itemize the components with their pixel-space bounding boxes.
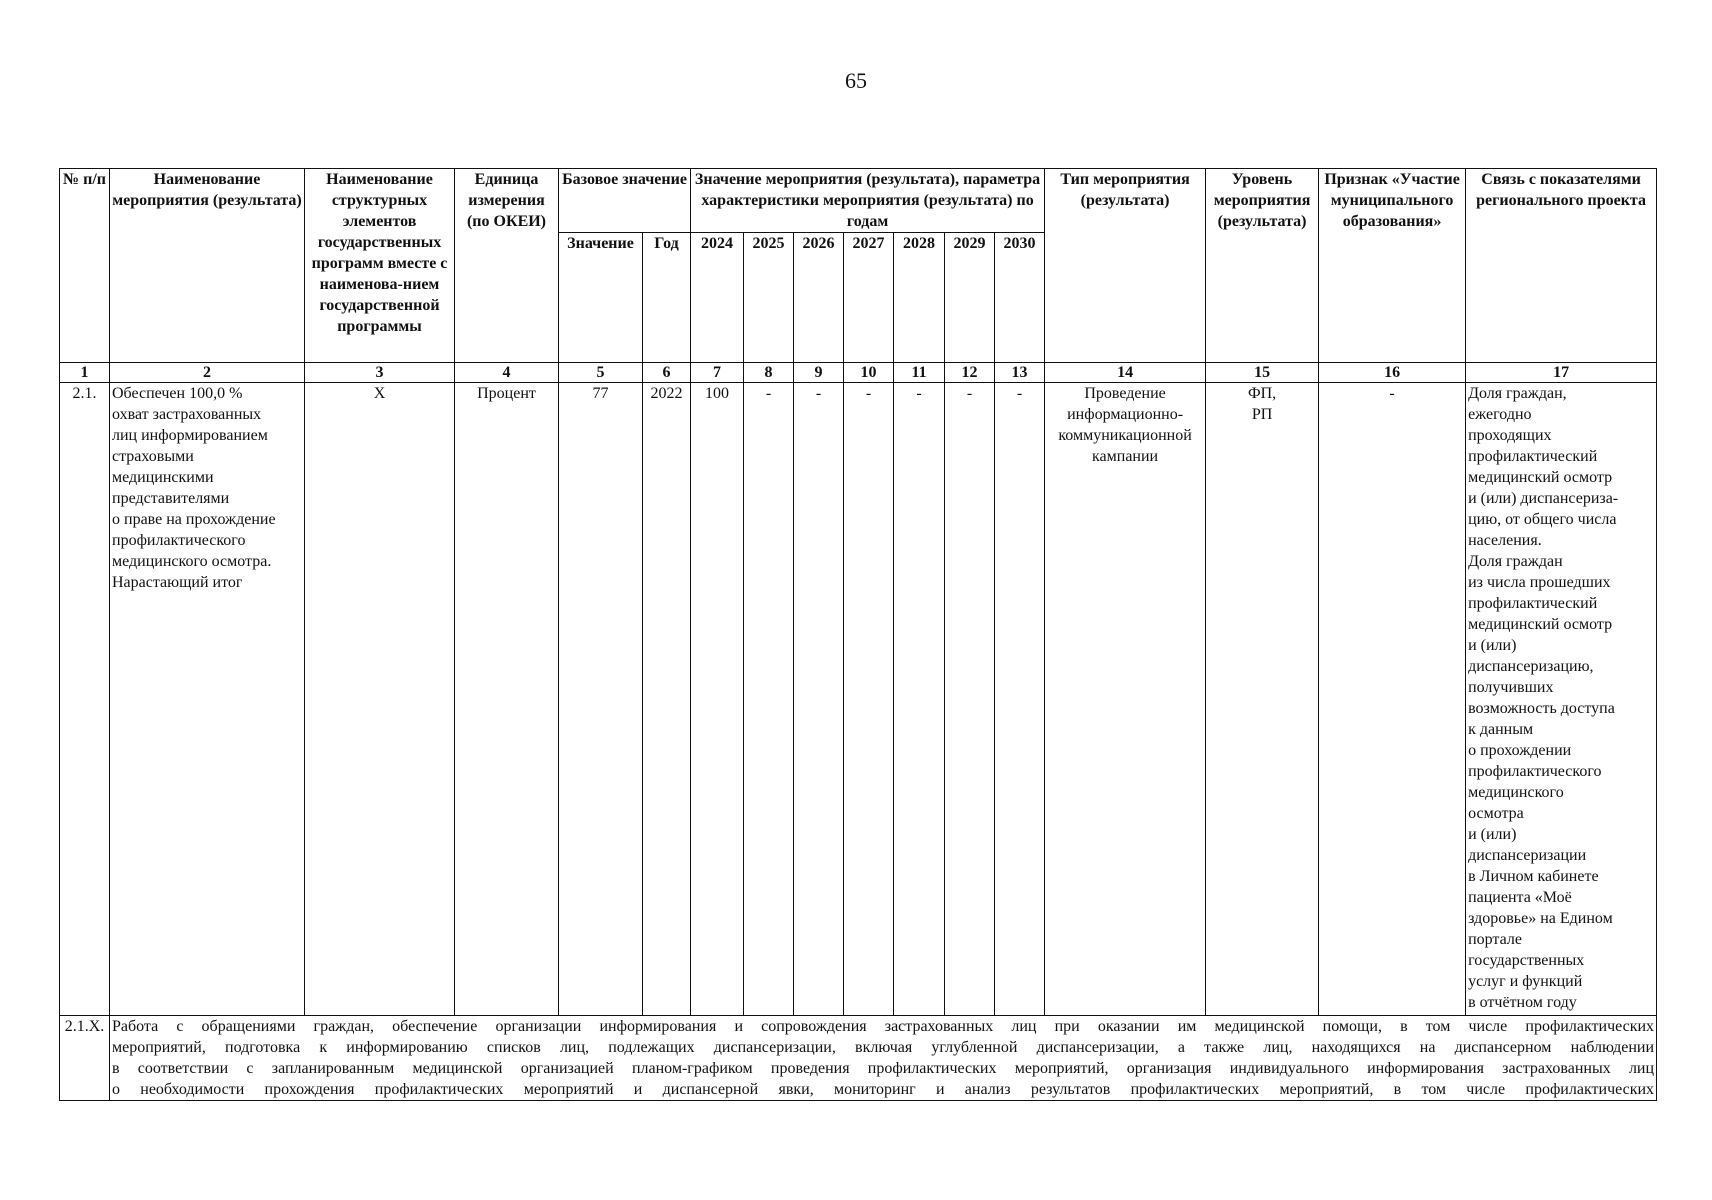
header-type: Тип мероприятия (результата) <box>1045 169 1206 363</box>
header-link: Связь с показателями регионального проекта <box>1466 169 1657 363</box>
column-number: 3 <box>305 363 455 383</box>
page-number: 65 <box>845 68 867 93</box>
row-year-2024: 100 <box>691 383 744 1016</box>
column-number: 16 <box>1319 363 1466 383</box>
header-level: Уровень мероприятия (результата) <box>1206 169 1319 363</box>
header-year-2027: 2027 <box>844 233 894 363</box>
row-name: Обеспечен 100,0 % охват застрахованных лиц информированием страховыми медицинскими представителями о праве на прохождение профилактического медицинского осмотра. Нарастающий итог <box>110 383 305 1016</box>
column-number: 17 <box>1466 363 1657 383</box>
row-year-2025: - <box>744 383 794 1016</box>
header-municipal: Признак «Участие муниципального образования» <box>1319 169 1466 363</box>
header-name: Наименование мероприятия (результата) <box>110 169 305 363</box>
column-number: 2 <box>110 363 305 383</box>
row-unit: Процент <box>455 383 559 1016</box>
column-number: 6 <box>643 363 691 383</box>
note-text <box>110 1016 1657 1101</box>
header-year-2026: 2026 <box>794 233 844 363</box>
header-year-2025: 2025 <box>744 233 794 363</box>
header-base-value: Значение <box>559 233 643 363</box>
row-year-2029: - <box>945 383 995 1016</box>
column-number: 5 <box>559 363 643 383</box>
header-years-group: Значение мероприятия (результата), параметра характеристики мероприятия (результата) по годам <box>691 169 1045 233</box>
header-base-year: Год <box>643 233 691 363</box>
row-link: Доля граждан, ежегодно проходящих профилактический медицинский осмотр и (или) диспансериза- цию, от общего числа населения. Доля граждан из числа прошедших профилактический медицинский осмотр и (или) диспансеризацию, получивших возможность доступа к данным о прохождении профилактического медицинского осмотра и (или) диспансеризации в Личном кабинете пациента «Моё здоровье» на Едином портале государственных услуг и функций в отчётном году <box>1466 383 1657 1016</box>
header-structural: Наименование структурных элементов государственных программ вместе с наименова-нием государственной программы <box>305 169 455 363</box>
header-year-2028: 2028 <box>894 233 945 363</box>
header-base-group: Базовое значение <box>559 169 691 233</box>
header-num: № п/п <box>60 169 110 363</box>
row-year-2027: - <box>844 383 894 1016</box>
note-num: 2.1.Х. <box>60 1016 110 1101</box>
row-level: ФП, РП <box>1206 383 1319 1016</box>
note-row <box>60 1016 1657 1101</box>
column-number: 4 <box>455 363 559 383</box>
column-number: 8 <box>744 363 794 383</box>
column-number: 1 <box>60 363 110 383</box>
row-year-2026: - <box>794 383 844 1016</box>
column-number: 12 <box>945 363 995 383</box>
column-number: 9 <box>794 363 844 383</box>
note-line: о необходимости прохождения профилактических мероприятий и диспансерной явки, мониторинг и анализ результатов профилактических мероприятий, в том числе профилактических <box>112 1081 1655 1098</box>
measures-table <box>59 168 1657 1101</box>
row-type: Проведение информационно- коммуникационной кампании <box>1045 383 1206 1016</box>
row-year-2028: - <box>894 383 945 1016</box>
row-year-2030: - <box>995 383 1045 1016</box>
header-unit: Единица измерения (по ОКЕИ) <box>455 169 559 363</box>
column-number: 14 <box>1045 363 1206 383</box>
column-number: 10 <box>844 363 894 383</box>
table-row <box>60 383 1657 1016</box>
note-line: Работа с обращениями граждан, обеспечение организации информирования и сопровождения застрахованных лиц при оказании им медицинской помощи, в том числе профилактических <box>112 1018 1655 1035</box>
header-year-2024: 2024 <box>691 233 744 363</box>
note-line: мероприятий, подготовка к информированию списков лиц, подлежащих диспансеризации, включая углубленной диспансеризации, а также лиц, находящихся на диспансерном наблюдении <box>112 1039 1655 1056</box>
row-municipal: - <box>1319 383 1466 1016</box>
row-base-year: 2022 <box>643 383 691 1016</box>
row-num: 2.1. <box>60 383 110 1016</box>
column-number: 15 <box>1206 363 1319 383</box>
header-year-2029: 2029 <box>945 233 995 363</box>
column-number: 13 <box>995 363 1045 383</box>
note-line: в соответствии с запланированным медицинской организацией планом-графиком проведения профилактических мероприятий, организация индивидуального информирования застрахованных лиц <box>112 1060 1655 1077</box>
header-year-2030: 2030 <box>995 233 1045 363</box>
row-structural: Х <box>305 383 455 1016</box>
column-number-row <box>60 363 1657 383</box>
column-number: 11 <box>894 363 945 383</box>
row-base-value: 77 <box>559 383 643 1016</box>
column-number: 7 <box>691 363 744 383</box>
